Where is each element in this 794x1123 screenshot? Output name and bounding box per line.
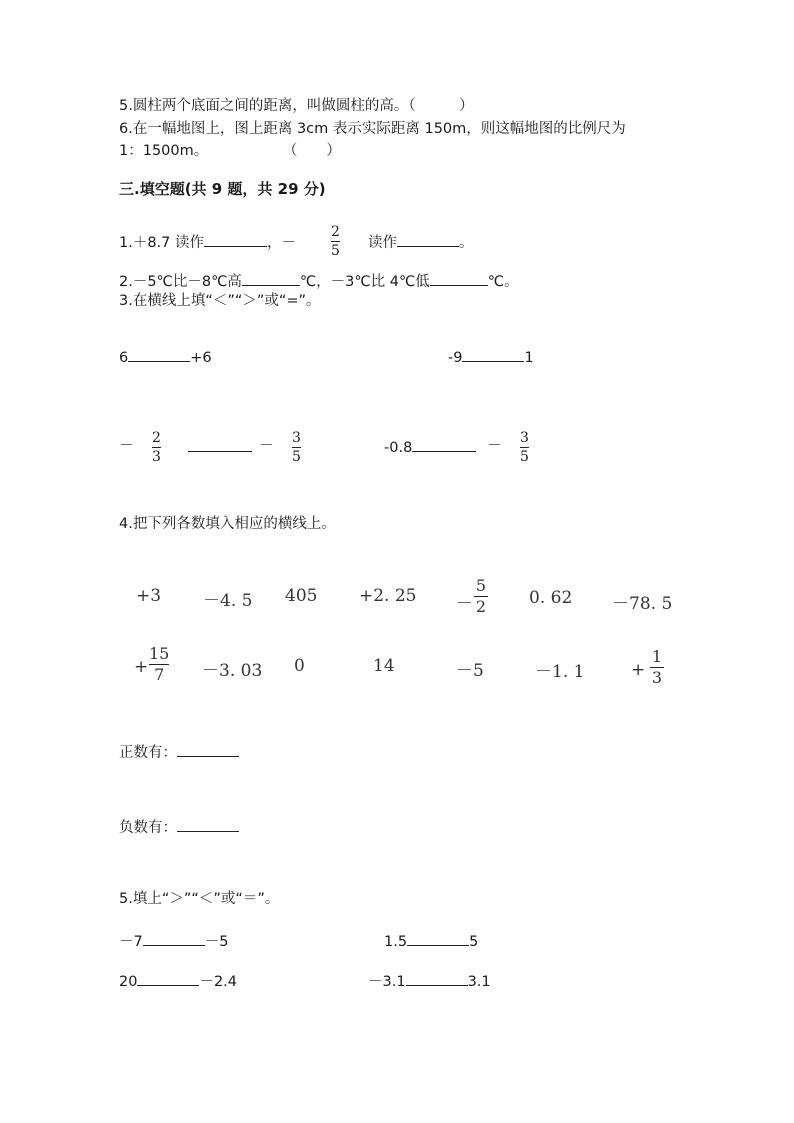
fraction-denominator: 3	[651, 668, 663, 687]
fraction-2-5	[331, 224, 340, 259]
fraction-denominator: 5	[331, 243, 340, 259]
negative-label: 负数有：	[119, 820, 177, 836]
fraction-numerator: 2	[331, 224, 340, 240]
section-title: 三.填空题(共 9 题，共 29 分)	[119, 180, 326, 198]
judge-item-6-line2	[119, 141, 341, 161]
fill-item-2-text-c: ℃。	[487, 274, 519, 290]
fill-item-1-read	[368, 231, 474, 253]
number-item-sign: －	[456, 594, 473, 614]
fraction-denominator: 3	[152, 449, 161, 465]
fraction-15-7	[149, 645, 169, 684]
number-item: －4. 5	[203, 591, 253, 611]
answer-blank[interactable]	[188, 436, 252, 452]
fill-item-2-text-b: ℃，－3℃比 4℃低	[299, 274, 430, 290]
answer-blank[interactable]	[397, 231, 459, 247]
fill-item-1-comma: ，－	[267, 235, 297, 251]
compare-right: 3.1	[467, 974, 491, 990]
fraction-numerator: 15	[149, 644, 170, 663]
positive-numbers-line	[119, 741, 239, 763]
minus-sign: －	[119, 438, 134, 454]
fraction-2-3	[152, 430, 161, 465]
compare-left: －3.1	[368, 974, 406, 990]
minus-sign: －	[487, 438, 502, 454]
answer-blank[interactable]	[406, 970, 468, 986]
compare-right: +6	[190, 350, 212, 366]
minus-sign: －	[259, 438, 274, 454]
compare-right: －2.4	[199, 974, 238, 990]
fill-item-1-read-text: 读作	[368, 235, 397, 251]
judge-item-6-text-cont: 1：1500m。	[119, 143, 209, 159]
number-item-sign: +	[631, 660, 646, 680]
compare-1.5-vs-5	[384, 930, 478, 952]
compare-left: －7	[119, 934, 143, 950]
judge-item-5	[119, 96, 474, 116]
fill-item-1-end: 。	[459, 235, 474, 251]
compare-neg9-vs-1	[448, 346, 534, 368]
answer-blank[interactable]	[177, 816, 239, 832]
number-item: 0	[294, 656, 305, 676]
fraction-3-5	[520, 430, 529, 465]
compare-neg0.8	[384, 436, 476, 458]
fraction-numerator: 3	[520, 430, 529, 446]
fraction-numerator: 3	[292, 430, 301, 446]
fill-item-4-title: 4.把下列各数填入相应的横线上。	[119, 516, 336, 532]
compare-left: 20	[119, 974, 138, 990]
answer-blank[interactable]	[204, 231, 267, 247]
fill-item-3-title: 3.在横线上填“＜”“＞”或“=”。	[119, 293, 321, 309]
judge-item-6-line1	[119, 119, 626, 139]
answer-blank[interactable]	[412, 436, 476, 452]
fraction-denominator: 5	[520, 449, 529, 465]
answer-blank[interactable]	[128, 346, 190, 362]
fraction-bar	[331, 241, 340, 242]
fraction-bar	[152, 447, 161, 448]
compare-neg7-vs-neg5	[119, 930, 228, 952]
answer-blank[interactable]	[137, 970, 199, 986]
fraction-1-3	[650, 648, 664, 687]
fraction-bar	[292, 447, 301, 448]
answer-blank[interactable]	[177, 741, 239, 757]
positive-label: 正数有：	[119, 745, 177, 761]
number-item: －5	[456, 661, 484, 681]
fraction-numerator: 2	[152, 430, 161, 446]
fraction-denominator: 2	[475, 597, 487, 616]
answer-blank[interactable]	[407, 930, 469, 946]
compare-right: －5	[204, 934, 229, 950]
fill-item-1-text: 1.＋8.7 读作	[119, 235, 205, 251]
fraction-numerator: 5	[475, 576, 487, 595]
fraction-3-5	[292, 430, 301, 465]
fill-item-2-text-a: 2.－5℃比－8℃高	[119, 274, 242, 290]
number-item-sign: +	[134, 657, 149, 677]
compare-right: 5	[469, 934, 479, 950]
judge-item-6-text: 6.在一幅地图上，图上距离 3cm 表示实际距离 150m，则这幅地图的比例尺为	[119, 121, 626, 137]
number-item: －78. 5	[612, 594, 673, 614]
number-item: 0. 62	[529, 588, 573, 608]
judge-item-6-paren: （ ）	[282, 143, 341, 159]
answer-blank[interactable]	[242, 270, 300, 286]
fraction-numerator: 1	[651, 647, 663, 666]
fraction-denominator: 7	[154, 665, 165, 684]
answer-blank[interactable]	[430, 270, 488, 286]
number-item: －3. 03	[202, 661, 263, 681]
compare-20-vs-neg2.4	[119, 970, 237, 992]
judge-item-5-text: 5.圆柱两个底面之间的距离，叫做圆柱的高。（ ）	[119, 98, 474, 114]
number-item: +3	[136, 586, 162, 606]
number-item: 405	[285, 586, 318, 606]
fraction-bar	[520, 447, 529, 448]
number-item: 14	[373, 656, 395, 676]
fill-item-2	[119, 270, 519, 292]
answer-blank[interactable]	[462, 346, 524, 362]
number-item: －1. 1	[535, 662, 585, 682]
compare-neg3.1-vs-3.1	[368, 970, 491, 992]
fraction-denominator: 5	[292, 449, 301, 465]
compare-left: 6	[119, 350, 129, 366]
fraction-5-2	[474, 577, 488, 616]
compare-6-vs-plus6	[119, 346, 212, 368]
compare-left: -0.8	[384, 440, 413, 456]
compare-left: 1.5	[384, 934, 408, 950]
negative-numbers-line	[119, 816, 239, 838]
answer-blank[interactable]	[143, 930, 205, 946]
compare-right: 1	[524, 350, 534, 366]
fill-item-5-title: 5.填上“＞”“＜”或“＝”。	[119, 891, 280, 907]
fill-item-1	[119, 231, 296, 253]
number-item: +2. 25	[359, 586, 417, 606]
compare-left: -9	[448, 350, 463, 366]
